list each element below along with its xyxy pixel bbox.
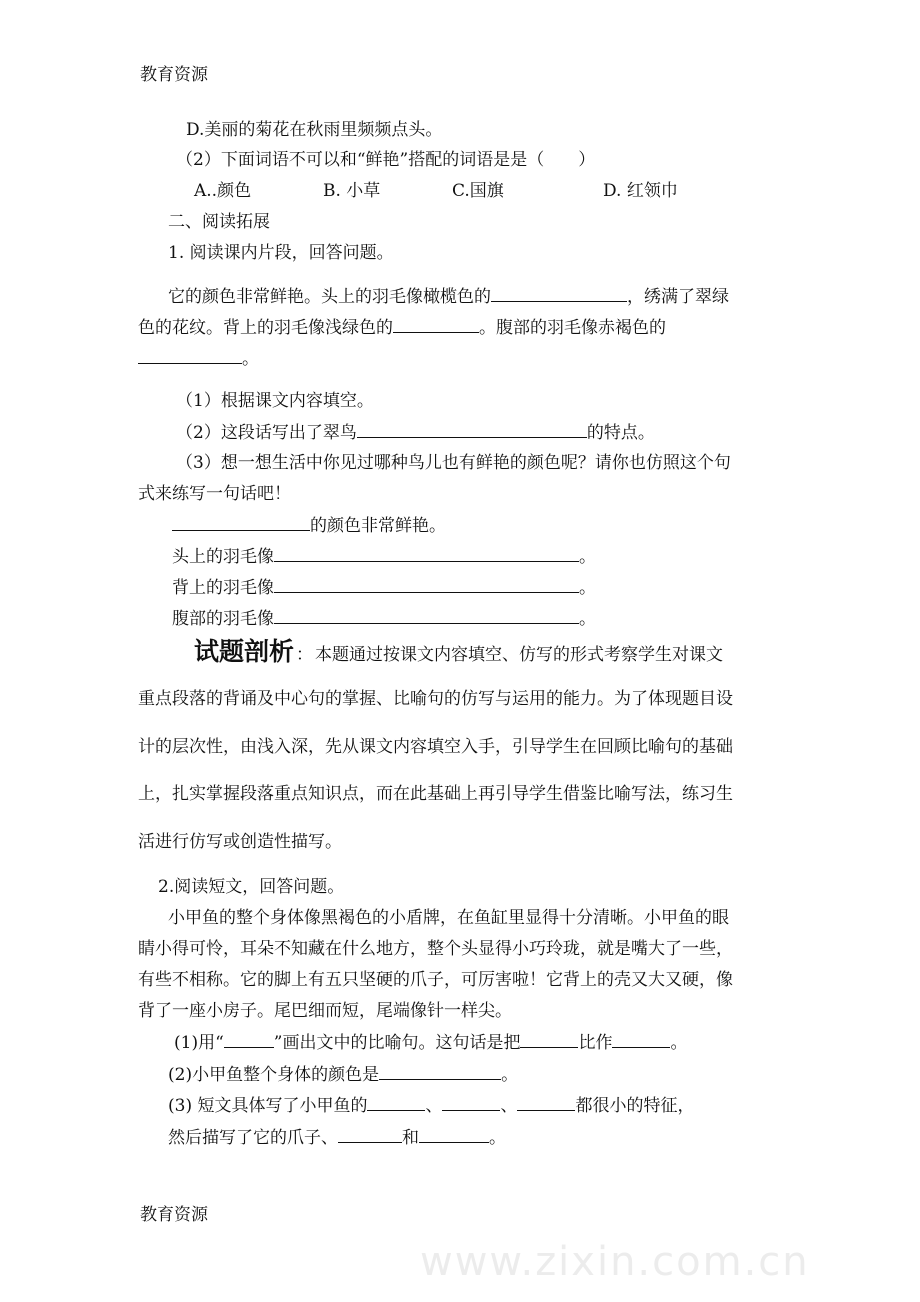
text: 本题通过按课文内容填空、仿写的形式考察学生对课文 bbox=[315, 645, 724, 665]
text: 。 bbox=[501, 1065, 519, 1085]
item-2-question-3-cont bbox=[168, 1126, 506, 1149]
passage-line: 有些不相称。它的脚上有五只坚硬的爪子，可厉害啦！它背上的壳又大又硬，像 bbox=[138, 970, 733, 990]
text: 的特点。 bbox=[586, 423, 655, 443]
fill-blank[interactable] bbox=[612, 1031, 670, 1048]
analysis-line: 上，扎实掌握段落重点知识点，而在此基础上再引导学生借鉴比喻写法，练习生 bbox=[138, 784, 733, 804]
fill-blank[interactable] bbox=[367, 1094, 425, 1111]
text: 都很小的特征， bbox=[575, 1096, 695, 1116]
page-footer: 教育资源 bbox=[140, 1205, 208, 1225]
text: （2）这段话写出了翠鸟 bbox=[176, 423, 357, 443]
text: 。 bbox=[579, 547, 596, 567]
passage-line: 小甲鱼的整个身体像黑褐色的小盾牌，在鱼缸里显得十分清晰。小甲鱼的眼 bbox=[168, 908, 729, 928]
passage-line: 背了一座小房子。尾巴细而短，尾端像针一样尖。 bbox=[138, 1001, 512, 1021]
choice-c: C.国旗 bbox=[452, 181, 504, 201]
item-2-question-1 bbox=[174, 1031, 687, 1054]
text: 。 bbox=[670, 1033, 688, 1053]
template-line-4 bbox=[172, 607, 596, 630]
analysis-line: 活进行仿写或创造性描写。 bbox=[138, 832, 342, 852]
text: 。 bbox=[579, 578, 596, 598]
passage-line-2 bbox=[138, 316, 666, 339]
item-1-heading: 1. 阅读课内片段，回答问题。 bbox=[168, 243, 394, 263]
passage-line: 睛小得可怜，耳朵不知藏在什么地方，整个头显得小巧玲珑，就是嘴大了一些， bbox=[138, 939, 733, 959]
analysis-first-line bbox=[194, 638, 723, 669]
choice-d: D. 红领巾 bbox=[603, 181, 678, 201]
text: 然后描写了它的爪子、 bbox=[168, 1128, 338, 1148]
choice-b: B. 小草 bbox=[323, 181, 381, 201]
text: ”画出文中的比喻句。这句话是把 bbox=[273, 1033, 521, 1053]
text: ： bbox=[296, 645, 314, 665]
page-header: 教育资源 bbox=[140, 65, 208, 85]
passage-line-3 bbox=[138, 347, 259, 370]
item-2-heading: 2.阅读短文，回答问题。 bbox=[158, 877, 345, 897]
text: 。 bbox=[489, 1128, 506, 1148]
fill-blank[interactable] bbox=[393, 316, 479, 333]
choice-a: A..颜色 bbox=[194, 181, 252, 201]
text: (1)用“ bbox=[174, 1033, 224, 1053]
fill-blank[interactable] bbox=[338, 1126, 402, 1143]
text: 比作 bbox=[578, 1033, 613, 1053]
fill-blank[interactable] bbox=[274, 576, 579, 593]
text: 腹部的羽毛像 bbox=[172, 609, 274, 629]
template-line-2 bbox=[172, 545, 596, 568]
text: 和 bbox=[402, 1128, 419, 1148]
sub-question-1: （1）根据课文内容填空。 bbox=[176, 391, 374, 411]
text: ，绣满了翠绿 bbox=[627, 287, 729, 307]
fill-blank[interactable] bbox=[274, 545, 579, 562]
fill-blank[interactable] bbox=[138, 347, 242, 364]
text: 。 bbox=[242, 349, 259, 369]
fill-blank[interactable] bbox=[520, 1031, 578, 1048]
text: (2)小甲鱼整个身体的颜色是 bbox=[168, 1065, 380, 1085]
text: 、 bbox=[425, 1096, 443, 1116]
analysis-line: 计的层次性，由浅入深，先从课文内容填空入手，引导学生在回顾比喻句的基础 bbox=[138, 737, 733, 757]
text: 背上的羽毛像 bbox=[172, 578, 274, 598]
fill-blank[interactable] bbox=[419, 1126, 489, 1143]
fill-blank[interactable] bbox=[172, 514, 310, 531]
text: 。腹部的羽毛像赤褐色的 bbox=[479, 318, 666, 338]
fill-blank[interactable] bbox=[274, 607, 579, 624]
section-heading: 二、阅读拓展 bbox=[168, 212, 270, 232]
text: 的颜色非常鲜艳。 bbox=[310, 516, 446, 536]
fill-blank[interactable] bbox=[517, 1094, 575, 1111]
sub-question-2 bbox=[176, 421, 655, 444]
text: 头上的羽毛像 bbox=[172, 547, 274, 567]
template-line-3 bbox=[172, 576, 596, 599]
fill-blank[interactable] bbox=[224, 1031, 274, 1048]
text: 色的花纹。背上的羽毛像浅绿色的 bbox=[138, 318, 393, 338]
fill-blank[interactable] bbox=[491, 285, 627, 302]
item-2-question-2 bbox=[168, 1063, 518, 1086]
text: 它的颜色非常鲜艳。头上的羽毛像橄榄色的 bbox=[168, 287, 491, 307]
analysis-title: 试题剖析 bbox=[194, 637, 295, 666]
option-d: D.美丽的菊花在秋雨里频频点头。 bbox=[186, 120, 443, 140]
sub-question-3: （3）想一想生活中你见过哪种鸟儿也有鲜艳的颜色呢？请你也仿照这个句 bbox=[176, 453, 731, 473]
fill-blank[interactable] bbox=[357, 421, 587, 438]
item-2-question-3 bbox=[168, 1094, 694, 1117]
text: 、 bbox=[500, 1096, 518, 1116]
watermark: www.zixin.com.cn bbox=[420, 1239, 810, 1285]
sub-question-3-cont: 式来练写一句话吧！ bbox=[138, 484, 291, 504]
question-2: （2）下面词语不可以和“鲜艳”搭配的词语是是（ ） bbox=[176, 150, 596, 170]
analysis-line: 重点段落的背诵及中心句的掌握、比喻句的仿写与运用的能力。为了体现题目设 bbox=[138, 689, 733, 709]
fill-blank[interactable] bbox=[379, 1063, 501, 1080]
text: 。 bbox=[579, 609, 596, 629]
text: (3) 短文具体写了小甲鱼的 bbox=[168, 1096, 368, 1116]
passage-line-1 bbox=[168, 285, 729, 308]
template-line-1 bbox=[172, 514, 446, 537]
fill-blank[interactable] bbox=[442, 1094, 500, 1111]
